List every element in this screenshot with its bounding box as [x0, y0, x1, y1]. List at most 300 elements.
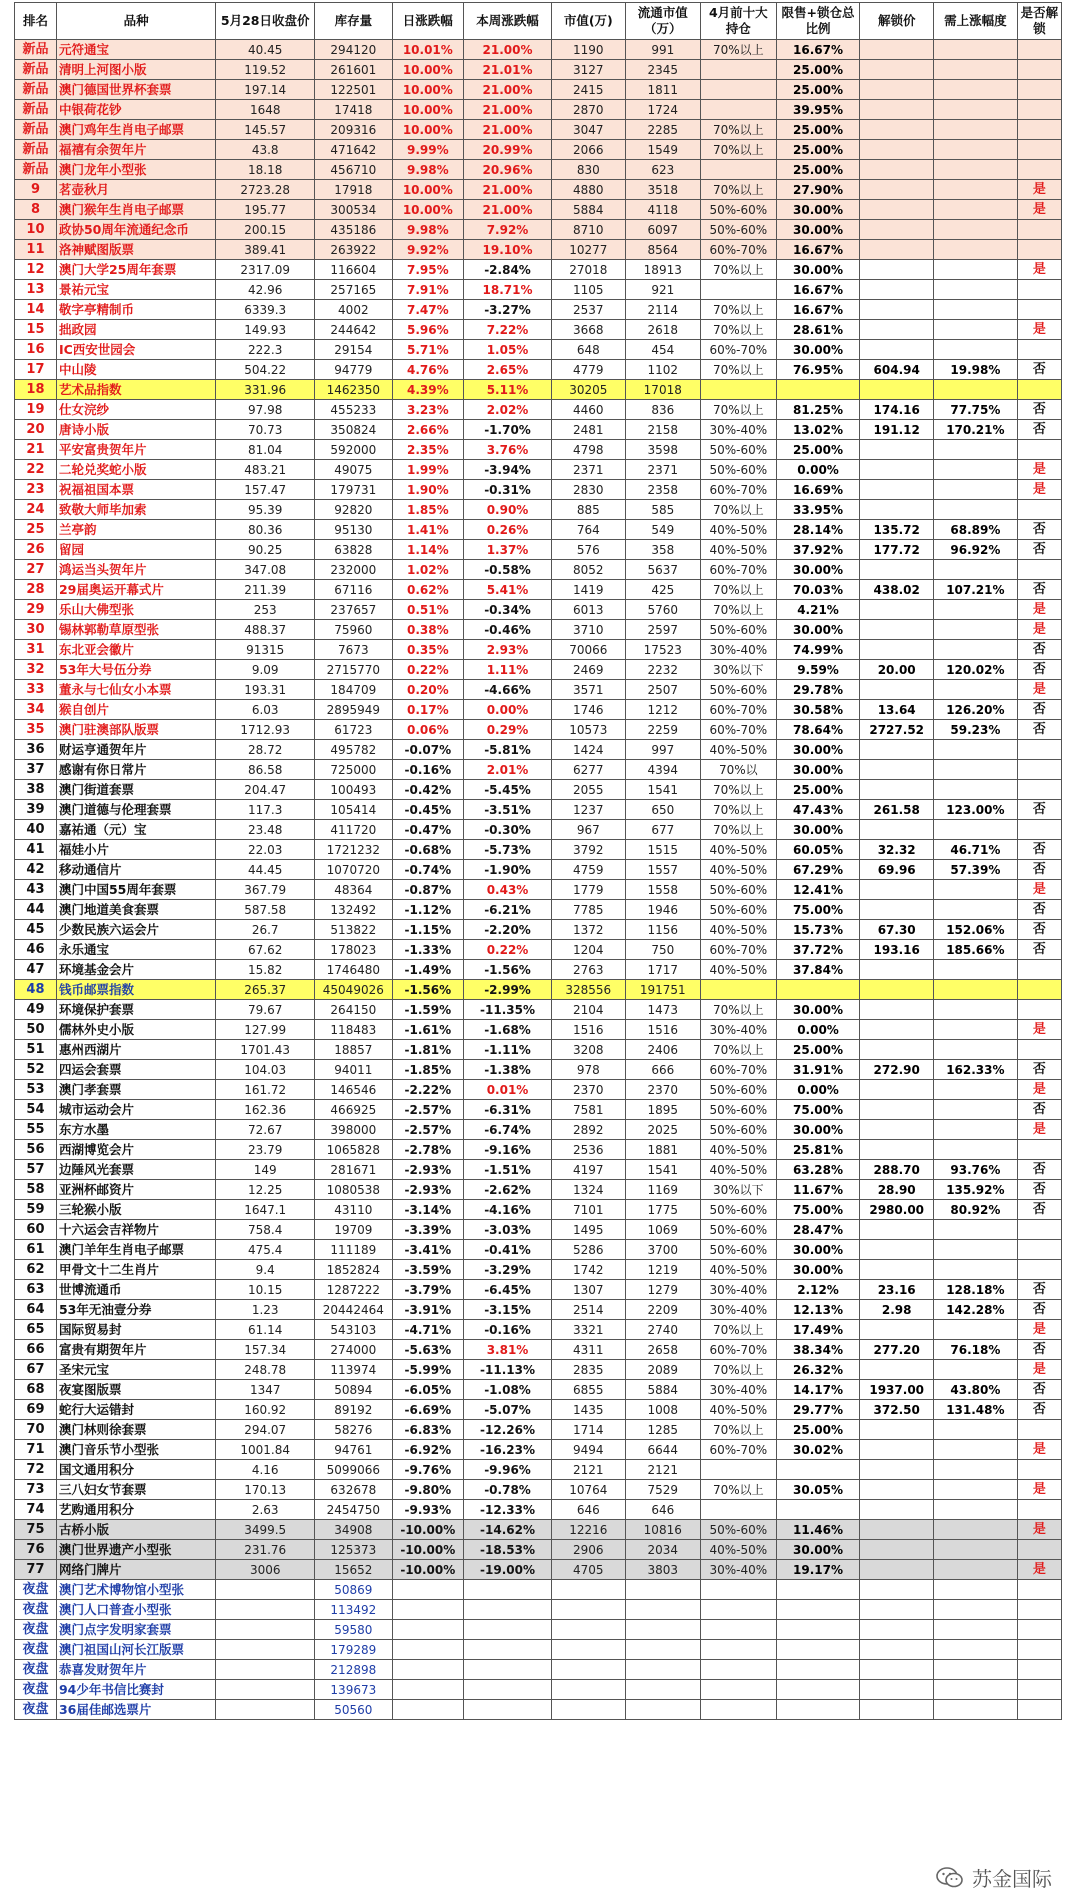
row-name: 政协50周年流通纪念币 [56, 220, 215, 240]
row-rank: 46 [15, 940, 57, 960]
row-week-change: -3.03% [463, 1220, 551, 1240]
table-row [15, 1600, 1062, 1620]
header-unlock-price: 解锁价 [860, 3, 933, 40]
row-unlock-price [860, 1360, 933, 1380]
row-rise-needed [933, 600, 1017, 620]
row-week-change: 21.00% [463, 100, 551, 120]
row-float-value: 2089 [625, 1360, 701, 1380]
row-week-change: 5.11% [463, 380, 551, 400]
row-stock: 75960 [315, 620, 393, 640]
row-top10: 50%-60% [701, 1080, 777, 1100]
row-top10 [701, 80, 777, 100]
row-unlock-price [860, 620, 933, 640]
row-day-change: -2.57% [392, 1120, 463, 1140]
row-market-value: 4880 [552, 180, 625, 200]
row-week-change [463, 1680, 551, 1700]
row-market-value: 10764 [552, 1480, 625, 1500]
table-row [15, 1420, 1062, 1440]
row-top10 [701, 160, 777, 180]
row-stock: 2454750 [315, 1500, 393, 1520]
row-rank: 36 [15, 740, 57, 760]
row-unlock-price [860, 1260, 933, 1280]
row-close: 72.67 [216, 1120, 315, 1140]
row-limit-ratio: 30.00% [776, 1540, 860, 1560]
row-day-change: -0.74% [392, 860, 463, 880]
row-day-change [392, 1700, 463, 1720]
table-row [15, 280, 1062, 300]
row-unlocked [1017, 1000, 1061, 1020]
row-limit-ratio: 9.59% [776, 660, 860, 680]
wechat-icon [936, 1866, 964, 1890]
row-unlocked: 否 [1017, 1160, 1061, 1180]
row-limit-ratio: 30.02% [776, 1440, 860, 1460]
row-top10: 70%以上 [701, 780, 777, 800]
table-row [15, 80, 1062, 100]
row-unlocked: 是 [1017, 260, 1061, 280]
row-day-change: -6.69% [392, 1400, 463, 1420]
row-stock: 179731 [315, 480, 393, 500]
row-stock: 17418 [315, 100, 393, 120]
table-row [15, 720, 1062, 740]
row-limit-ratio: 76.95% [776, 360, 860, 380]
row-stock: 92820 [315, 500, 393, 520]
row-limit-ratio: 0.00% [776, 1080, 860, 1100]
row-stock: 19709 [315, 1220, 393, 1240]
row-float-value: 1541 [625, 1160, 701, 1180]
table-row [15, 440, 1062, 460]
row-week-change: -0.31% [463, 480, 551, 500]
header-stock: 库存量 [315, 3, 393, 40]
row-market-value: 2763 [552, 960, 625, 980]
row-name: 网络门牌片 [56, 1560, 215, 1580]
row-top10: 70%以上 [701, 1420, 777, 1440]
row-market-value: 2892 [552, 1120, 625, 1140]
row-unlock-price: 135.72 [860, 520, 933, 540]
row-rank: 42 [15, 860, 57, 880]
row-rise-needed [933, 160, 1017, 180]
row-unlock-price [860, 1520, 933, 1540]
row-top10: 40%-50% [701, 1540, 777, 1560]
row-day-change: 0.62% [392, 580, 463, 600]
row-stock: 212898 [315, 1660, 393, 1680]
row-unlock-price [860, 640, 933, 660]
row-unlock-price [860, 880, 933, 900]
row-rank: 41 [15, 840, 57, 860]
row-unlocked [1017, 280, 1061, 300]
row-unlocked: 否 [1017, 1340, 1061, 1360]
row-week-change: -0.16% [463, 1320, 551, 1340]
row-rank: 45 [15, 920, 57, 940]
row-unlock-price: 174.16 [860, 400, 933, 420]
row-week-change: -12.33% [463, 1500, 551, 1520]
row-rise-needed: 162.33% [933, 1060, 1017, 1080]
row-top10: 50%-60% [701, 440, 777, 460]
table-row [15, 1680, 1062, 1700]
row-rise-needed: 107.21% [933, 580, 1017, 600]
row-name: 感谢有你日常片 [56, 760, 215, 780]
row-week-change: -2.99% [463, 980, 551, 1000]
row-stock: 471642 [315, 140, 393, 160]
table-row [15, 980, 1062, 1000]
row-limit-ratio: 2.12% [776, 1280, 860, 1300]
row-unlocked: 是 [1017, 600, 1061, 620]
row-unlocked: 否 [1017, 400, 1061, 420]
row-week-change [463, 1620, 551, 1640]
row-stock: 50560 [315, 1700, 393, 1720]
table-row [15, 1100, 1062, 1120]
row-week-change: -6.31% [463, 1100, 551, 1120]
row-name: 澳门祖国山河长江版票 [56, 1640, 215, 1660]
row-rise-needed: 80.92% [933, 1200, 1017, 1220]
row-close: 6.03 [216, 700, 315, 720]
table-row [15, 1520, 1062, 1540]
row-stock: 300534 [315, 200, 393, 220]
row-top10: 50%-60% [701, 200, 777, 220]
row-name: 东方水墨 [56, 1120, 215, 1140]
table-row [15, 160, 1062, 180]
row-unlocked: 是 [1017, 1020, 1061, 1040]
row-unlocked: 是 [1017, 1520, 1061, 1540]
row-rank: 54 [15, 1100, 57, 1120]
row-week-change: 0.43% [463, 880, 551, 900]
row-market-value: 1237 [552, 800, 625, 820]
row-name: IC西安世园会 [56, 340, 215, 360]
row-close: 12.25 [216, 1180, 315, 1200]
row-float-value: 677 [625, 820, 701, 840]
row-unlocked [1017, 100, 1061, 120]
row-rank: 夜盘 [15, 1580, 57, 1600]
row-stock: 257165 [315, 280, 393, 300]
row-week-change: -18.53% [463, 1540, 551, 1560]
row-week-change: -2.20% [463, 920, 551, 940]
row-market-value: 576 [552, 540, 625, 560]
market-ranking-sheet [14, 2, 1062, 1902]
row-unlocked: 否 [1017, 1200, 1061, 1220]
row-stock: 113492 [315, 1600, 393, 1620]
row-rise-needed [933, 1660, 1017, 1680]
table-row [15, 1460, 1062, 1480]
row-market-value: 4798 [552, 440, 625, 460]
row-week-change: 0.90% [463, 500, 551, 520]
row-stock: 543103 [315, 1320, 393, 1340]
row-rise-needed [933, 900, 1017, 920]
row-day-change: 0.38% [392, 620, 463, 640]
row-rank: 44 [15, 900, 57, 920]
row-close: 90.25 [216, 540, 315, 560]
row-rise-needed [933, 1600, 1017, 1620]
table-row [15, 320, 1062, 340]
row-float-value [625, 1580, 701, 1600]
row-rise-needed [933, 1700, 1017, 1720]
table-body [15, 40, 1062, 1720]
table-row [15, 1360, 1062, 1380]
row-top10: 40%-50% [701, 1260, 777, 1280]
row-name: 边陲风光套票 [56, 1160, 215, 1180]
row-day-change: 0.22% [392, 660, 463, 680]
table-row [15, 1700, 1062, 1720]
row-rise-needed: 128.18% [933, 1280, 1017, 1300]
row-unlock-price: 20.00 [860, 660, 933, 680]
row-close: 253 [216, 600, 315, 620]
row-close: 170.13 [216, 1480, 315, 1500]
row-rank: 64 [15, 1300, 57, 1320]
row-name: 恭喜发财贺年片 [56, 1660, 215, 1680]
row-stock: 111189 [315, 1240, 393, 1260]
row-week-change: 2.65% [463, 360, 551, 380]
row-week-change: -0.30% [463, 820, 551, 840]
row-day-change: -0.87% [392, 880, 463, 900]
row-unlock-price [860, 1540, 933, 1560]
row-market-value: 6855 [552, 1380, 625, 1400]
row-stock: 125373 [315, 1540, 393, 1560]
row-close: 26.7 [216, 920, 315, 940]
row-float-value: 5760 [625, 600, 701, 620]
row-top10 [701, 60, 777, 80]
row-top10: 70%以上 [701, 180, 777, 200]
row-week-change: 7.92% [463, 220, 551, 240]
row-rise-needed [933, 980, 1017, 1000]
table-row [15, 540, 1062, 560]
row-stock: 411720 [315, 820, 393, 840]
row-top10: 40%-50% [701, 960, 777, 980]
row-stock: 592000 [315, 440, 393, 460]
row-unlock-price [860, 440, 933, 460]
row-top10: 70%以上 [701, 1320, 777, 1340]
row-day-change: -0.16% [392, 760, 463, 780]
row-day-change: 10.00% [392, 120, 463, 140]
row-week-change: -1.70% [463, 420, 551, 440]
row-close: 758.4 [216, 1220, 315, 1240]
row-close: 2317.09 [216, 260, 315, 280]
row-top10: 30%-40% [701, 640, 777, 660]
row-rank: 夜盘 [15, 1660, 57, 1680]
row-stock: 281671 [315, 1160, 393, 1180]
table-row [15, 40, 1062, 60]
row-float-value: 2259 [625, 720, 701, 740]
row-close: 2723.28 [216, 180, 315, 200]
row-unlocked [1017, 440, 1061, 460]
row-week-change: -0.41% [463, 1240, 551, 1260]
row-day-change: 10.00% [392, 180, 463, 200]
row-rank: 66 [15, 1340, 57, 1360]
row-week-change: -5.45% [463, 780, 551, 800]
row-day-change: 0.35% [392, 640, 463, 660]
table-row [15, 520, 1062, 540]
row-top10: 50%-60% [701, 1220, 777, 1240]
row-unlock-price: 193.16 [860, 940, 933, 960]
row-close: 145.57 [216, 120, 315, 140]
row-limit-ratio [776, 1500, 860, 1520]
row-rank: 56 [15, 1140, 57, 1160]
row-limit-ratio: 47.43% [776, 800, 860, 820]
row-stock: 1721232 [315, 840, 393, 860]
row-top10: 70%以上 [701, 320, 777, 340]
row-top10: 70%以上 [701, 800, 777, 820]
row-close: 195.77 [216, 200, 315, 220]
row-close: 294.07 [216, 1420, 315, 1440]
row-name: 甲骨文十二生肖片 [56, 1260, 215, 1280]
row-float-value: 2740 [625, 1320, 701, 1340]
row-limit-ratio [776, 980, 860, 1000]
row-unlock-price [860, 900, 933, 920]
row-stock: 139673 [315, 1680, 393, 1700]
table-row [15, 300, 1062, 320]
row-week-change: -5.07% [463, 1400, 551, 1420]
row-close: 117.3 [216, 800, 315, 820]
row-day-change: 10.00% [392, 60, 463, 80]
row-top10: 50%-60% [701, 1100, 777, 1120]
row-day-change: -0.42% [392, 780, 463, 800]
row-unlocked: 是 [1017, 1560, 1061, 1580]
row-top10: 70%以上 [701, 300, 777, 320]
row-unlock-price [860, 1580, 933, 1600]
table-row [15, 420, 1062, 440]
row-week-change: 21.01% [463, 60, 551, 80]
row-stock: 294120 [315, 40, 393, 60]
row-day-change [392, 1640, 463, 1660]
row-top10: 30%-40% [701, 1020, 777, 1040]
row-unlocked [1017, 60, 1061, 80]
row-name: 二轮兑奖蛇小版 [56, 460, 215, 480]
row-day-change: 1.90% [392, 480, 463, 500]
row-unlock-price [860, 200, 933, 220]
row-market-value: 2055 [552, 780, 625, 800]
header-limit-ratio: 限售+锁仓总比例 [776, 3, 860, 40]
row-rank: 夜盘 [15, 1600, 57, 1620]
row-week-change: 18.71% [463, 280, 551, 300]
row-float-value: 623 [625, 160, 701, 180]
row-unlock-price: 438.02 [860, 580, 933, 600]
row-close: 161.72 [216, 1080, 315, 1100]
table-row [15, 480, 1062, 500]
row-market-value: 4460 [552, 400, 625, 420]
header-name: 品种 [56, 3, 215, 40]
row-rise-needed [933, 140, 1017, 160]
row-unlock-price: 2980.00 [860, 1200, 933, 1220]
row-float-value: 4394 [625, 760, 701, 780]
row-rise-needed [933, 380, 1017, 400]
row-unlock-price [860, 140, 933, 160]
row-top10: 50%-60% [701, 1120, 777, 1140]
row-rank: 70 [15, 1420, 57, 1440]
row-unlocked: 是 [1017, 200, 1061, 220]
row-day-change: 9.92% [392, 240, 463, 260]
row-week-change: -0.78% [463, 1480, 551, 1500]
row-name: 澳门林则徐套票 [56, 1420, 215, 1440]
row-name: 茗壶秋月 [56, 180, 215, 200]
row-rank: 49 [15, 1000, 57, 1020]
row-stock: 63828 [315, 540, 393, 560]
row-rise-needed: 57.39% [933, 860, 1017, 880]
row-unlocked [1017, 780, 1061, 800]
row-stock: 118483 [315, 1020, 393, 1040]
row-market-value [552, 1620, 625, 1640]
row-top10 [701, 1580, 777, 1600]
row-float-value: 3518 [625, 180, 701, 200]
row-unlocked [1017, 1620, 1061, 1640]
row-unlock-price [860, 500, 933, 520]
row-market-value [552, 1580, 625, 1600]
row-stock: 95130 [315, 520, 393, 540]
row-rise-needed [933, 1440, 1017, 1460]
row-top10: 50%-60% [701, 1200, 777, 1220]
row-close: 44.45 [216, 860, 315, 880]
row-limit-ratio: 0.00% [776, 460, 860, 480]
row-stock: 105414 [315, 800, 393, 820]
row-week-change: 20.99% [463, 140, 551, 160]
row-top10: 30%-40% [701, 1380, 777, 1400]
row-market-value: 3321 [552, 1320, 625, 1340]
row-name: 东北亚会徽片 [56, 640, 215, 660]
row-rise-needed: 123.00% [933, 800, 1017, 820]
row-name: 澳门人口普查小型张 [56, 1600, 215, 1620]
row-name: 财运亨通贺年片 [56, 740, 215, 760]
row-unlocked: 否 [1017, 1300, 1061, 1320]
row-unlocked [1017, 1260, 1061, 1280]
row-unlocked [1017, 300, 1061, 320]
row-name: 富贵有期贺年片 [56, 1340, 215, 1360]
row-unlocked [1017, 980, 1061, 1000]
row-close: 587.58 [216, 900, 315, 920]
row-top10: 50%-60% [701, 1520, 777, 1540]
row-float-value: 1558 [625, 880, 701, 900]
row-float-value: 650 [625, 800, 701, 820]
row-close: 97.98 [216, 400, 315, 420]
row-top10: 70%以上 [701, 120, 777, 140]
row-unlocked [1017, 1700, 1061, 1720]
row-float-value: 2158 [625, 420, 701, 440]
row-rank: 62 [15, 1260, 57, 1280]
row-market-value: 10573 [552, 720, 625, 740]
row-float-value: 1156 [625, 920, 701, 940]
row-limit-ratio: 15.73% [776, 920, 860, 940]
row-week-change: -2.62% [463, 1180, 551, 1200]
row-close: 2.63 [216, 1500, 315, 1520]
row-market-value [552, 1660, 625, 1680]
row-market-value: 2371 [552, 460, 625, 480]
row-market-value: 1419 [552, 580, 625, 600]
row-week-change: 0.26% [463, 520, 551, 540]
row-rise-needed: 142.28% [933, 1300, 1017, 1320]
row-week-change: 1.05% [463, 340, 551, 360]
row-week-change: -12.26% [463, 1420, 551, 1440]
row-limit-ratio: 74.99% [776, 640, 860, 660]
row-limit-ratio: 13.02% [776, 420, 860, 440]
row-day-change: -0.47% [392, 820, 463, 840]
row-rank: 26 [15, 540, 57, 560]
row-week-change: 21.00% [463, 40, 551, 60]
row-unlock-price [860, 380, 933, 400]
row-market-value [552, 1680, 625, 1700]
row-unlocked: 否 [1017, 640, 1061, 660]
row-day-change: -3.79% [392, 1280, 463, 1300]
row-rank: 72 [15, 1460, 57, 1480]
row-rise-needed: 19.98% [933, 360, 1017, 380]
row-name: 福禧有余贺年片 [56, 140, 215, 160]
row-close [216, 1700, 315, 1720]
row-unlocked: 否 [1017, 840, 1061, 860]
row-top10 [701, 1460, 777, 1480]
row-week-change: -16.23% [463, 1440, 551, 1460]
row-week-change: -3.94% [463, 460, 551, 480]
row-rise-needed [933, 1260, 1017, 1280]
row-top10: 70%以上 [701, 400, 777, 420]
row-stock: 179289 [315, 1640, 393, 1660]
row-market-value: 2481 [552, 420, 625, 440]
row-rise-needed [933, 1000, 1017, 1020]
row-top10: 60%-70% [701, 340, 777, 360]
row-market-value: 1746 [552, 700, 625, 720]
